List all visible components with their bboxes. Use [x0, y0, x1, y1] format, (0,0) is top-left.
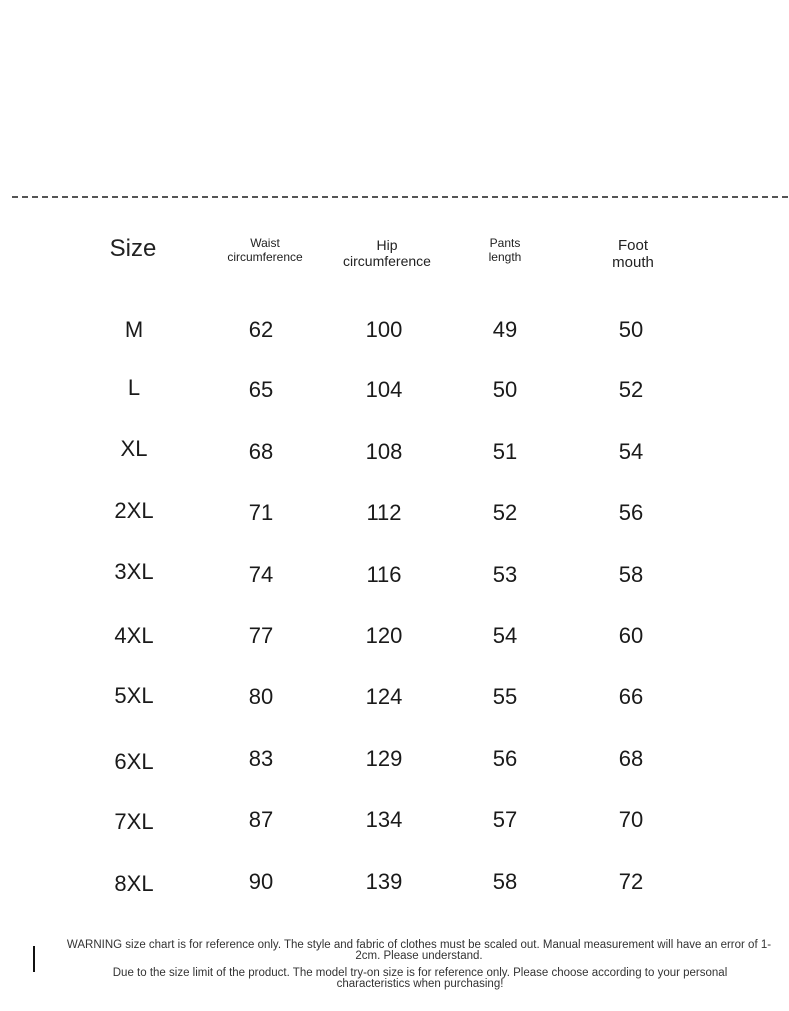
- cell-foot: 52: [618, 377, 644, 402]
- table-row: [0, 746, 789, 786]
- header-hip-line2: circumference: [343, 253, 431, 270]
- disclaimer-text: Due to the size limit of the product. The model try-on size is for reference only. Please choose according to your personal characteristics when purchasing!: [112, 967, 728, 990]
- cell-hip: 139: [365, 869, 403, 894]
- header-foot-line2: mouth: [612, 254, 654, 272]
- cell-length: 58: [492, 869, 518, 894]
- cell-foot: 68: [618, 746, 644, 771]
- header-foot: [558, 237, 708, 272]
- cell-size: M: [124, 317, 144, 342]
- cell-hip: 120: [365, 623, 403, 648]
- cell-length: 54: [492, 623, 518, 648]
- cell-length: 52: [492, 500, 518, 525]
- cell-size: 8XL: [114, 871, 154, 896]
- header-foot-line1: Foot: [617, 237, 648, 254]
- header-size: Size: [109, 235, 157, 262]
- header-hip-line1: Hip: [376, 237, 398, 253]
- cell-waist: 65: [248, 377, 274, 402]
- cell-foot: 66: [618, 684, 644, 709]
- cell-foot: 70: [618, 807, 644, 832]
- cell-hip: 129: [365, 746, 403, 771]
- table-row: [0, 436, 789, 479]
- cell-waist: 87: [248, 807, 274, 832]
- cell-waist: 68: [248, 439, 274, 464]
- table-row: [0, 377, 789, 417]
- cell-size: 3XL: [114, 559, 154, 584]
- table-row: [0, 869, 789, 909]
- table-row: [0, 623, 789, 663]
- cell-size: 4XL: [114, 623, 154, 648]
- dashed-divider: [12, 196, 788, 198]
- cell-length: 50: [492, 377, 518, 402]
- cell-length: 56: [492, 746, 518, 771]
- table-row: [0, 500, 789, 540]
- cell-foot: 56: [618, 500, 644, 525]
- cell-length: 49: [492, 317, 518, 342]
- cell-foot: 58: [618, 562, 644, 587]
- cell-size: 7XL: [114, 809, 154, 834]
- text-cursor: [33, 946, 35, 972]
- cell-size: 2XL: [114, 498, 154, 523]
- cell-length: 53: [492, 562, 518, 587]
- cell-foot: 72: [618, 869, 644, 894]
- cell-waist: 71: [248, 500, 274, 525]
- cell-waist: 80: [248, 684, 274, 709]
- cell-length: 57: [492, 807, 518, 832]
- table-row: [0, 807, 789, 847]
- cell-hip: 108: [365, 439, 403, 464]
- cell-hip: 124: [365, 684, 403, 709]
- cell-waist: 90: [248, 869, 274, 894]
- cell-foot: 50: [618, 317, 644, 342]
- header-waist-line2: circumference: [227, 249, 303, 264]
- cell-size: 5XL: [114, 683, 154, 708]
- cell-length: 55: [492, 684, 518, 709]
- cell-size: L: [127, 375, 141, 400]
- table-row: [0, 559, 789, 602]
- cell-waist: 77: [248, 623, 274, 648]
- header-length-line2: length: [488, 249, 522, 264]
- cell-foot: 54: [618, 439, 644, 464]
- header-length-line1: Pants: [489, 236, 521, 250]
- cell-foot: 60: [618, 623, 644, 648]
- cell-hip: 100: [365, 317, 403, 342]
- cell-waist: 62: [248, 317, 274, 342]
- cell-size: 6XL: [114, 749, 154, 774]
- cell-waist: 74: [248, 562, 274, 587]
- header-waist-line1: Waist: [250, 236, 280, 250]
- cell-hip: 116: [366, 562, 402, 587]
- table-row: [0, 317, 789, 357]
- warning-text: WARNING size chart is for reference only. The style and fabric of clothes must be scaled out. Manual measurement will have an error of 1-2cm. Please understand.: [66, 939, 772, 962]
- cell-hip: 112: [366, 500, 402, 525]
- cell-size: XL: [120, 436, 148, 461]
- cell-length: 51: [492, 439, 518, 464]
- cell-waist: 83: [248, 746, 274, 771]
- table-row: [0, 684, 789, 724]
- cell-hip: 104: [365, 377, 403, 402]
- cell-hip: 134: [365, 807, 403, 832]
